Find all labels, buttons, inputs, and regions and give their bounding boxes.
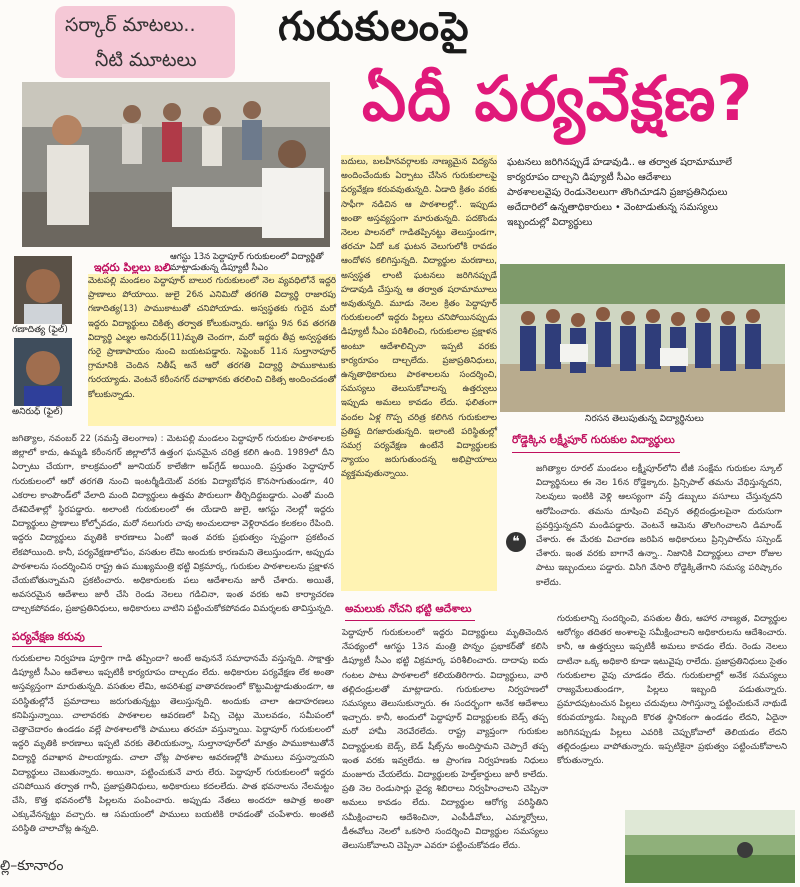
protest-photo bbox=[500, 264, 785, 412]
right-bottom-text: గురుకులాన్ని సందర్శించి, వసతుల తీరు, ఆహార నాణ్యత, విద్యార్థుల ఆరోగ్యం తదితర అంశాలపై సమీక్షించాలని అధికారులను ఆదేశించారు. కానీ, ఆ ఉత్తర్వులు ఇప్పటికీ అమలు కావడం లేదు. రెండు నెలలు దాటినా ఒక్క అధికారి కూడా ఇటువైపు రాలేదు. ప్రజాప్రతినిధులు సైతం గురుకులాల వైపు చూడడం లేదు. గురుకులాల్లో అనేక సమస్యలు రాజ్యమేలుతుండగా, పిల్లలు ఇబ్బంది పడుతున్నారు. ప్రమాదపుటంచున పిల్లలు చదువులు సాగిస్తున్నా పట్టించుకునే నాథుడే కరువయ్యాడు. సిబ్బంది కొరత స్థానికంగా ఉండడం లేదని, ఏదైనా జరిగినప్పుడు పిల్లలు ఎవరికి చెప్పుకోవాలో తెలియడం లేదని తల్లిదండ్రులు వాపోతున్నారు. ఇప్పటికైనా ప్రభుత్వం పట్టించుకోవాలని కోరుతున్నారు. bbox=[557, 614, 790, 767]
main-photo bbox=[22, 82, 330, 247]
monitor-section-text: గురుకులాల నిర్వహణ పూర్తిగా గాడి తప్పిందా? అంటే అవుననే సమాధానమే వస్తున్నది. సాక్షాత్తు డిప్యూటీ సీఎం ఆదేశాలు ఇప్పటికీ కార్యరూపం దాల్చడం లేదు. అధికారుల పర్యవేక్షణ లేక అంతా అస్తవ్యస్తంగా మారుతున్నది. వసతుల లేమి, అపరిశుభ్ర వాతావరణంలో కొట్టుమిట్టాడుతుండగా, ఆ పరిస్థితుల్లోనే ప్రమాదాలు జరుగుతున్నట్టు తెలుస్తున్నది. అందుకు చాలా ఉదాహరణలు కనిపిస్తున్నాయి. చాలావరకు పాఠశాలల ఆవరణలో పిచ్చి చెట్లు మొలవడం, సమీపంలో చెత్తాచెదారం ఉండడం వల్లే పాఠశాలలోకి పాములు తరచూ వస్తున్నాయి. పెద్దాపూర్ గురుకులంలో ఇద్దరి మృతికి కారణాలు ఇప్పటి వరకు తెలియకున్నా, సుల్తానాపూర్‌లో మాత్రం పాముకాటుతోనే విద్యార్థి దవాఖాన పాలయ్యాడు. చాలా చోట్ల పాఠశాల ఆవరణల్లోకి పాములు వస్తున్నాయని విద్యార్థులు చెబుతున్నారు. అయినా, పట్టించుకునే వారు లేరు. పెద్దాపూర్ గురుకులంలో ఇద్దరు చనిపోయిన తర్వాత గానీ, ప్రజాప్రతినిధులు, అధికారులు కదలలేదు. పాత భవనాలను నేలమట్టం చేసి, కొత్త భవనంలోకి పిల్లలను పంపించారు. అప్పుడు నేతలు అందరూ ఆపాత్ర అంతా ఎక్కువేనన్నట్టు వచ్చారు. ఆ సమయంలో పాములు బయటికి రావడంతో చంపేశారు. అంతటి పరిస్థితి చాలాచోట్ల ఉన్నది. bbox=[12, 654, 337, 835]
roadside-section-title: రోడ్డెక్కిన లక్ష్మీపూర్ గురుకుల విద్యార్థులు bbox=[512, 434, 675, 446]
student-photo-2 bbox=[14, 338, 72, 406]
tagline-box bbox=[55, 6, 235, 78]
promises-section-title: అమలుకు నోచని భట్టి ఆదేశాలు bbox=[345, 603, 472, 615]
footer-dateline: ల్లి–కూనారం bbox=[0, 858, 64, 874]
headline-line2: ఏదీ పర్యవేక్షణ? bbox=[362, 62, 754, 135]
roadside-title-underline bbox=[512, 452, 680, 453]
highlight-line-3: పాఠశాలలవైపు రెండునెలలుగా తొంగిచూడని ప్రజాప్రతినిధులు bbox=[507, 187, 728, 198]
orphan-section-title: ఇద్దరు పిల్లలు బలి bbox=[94, 261, 171, 274]
protest-photo-caption: నిరసన తెలుపుతున్న విద్యార్థినులు bbox=[585, 414, 704, 424]
headline-line1: గురుకులంపై bbox=[278, 4, 470, 50]
promises-title-underline bbox=[345, 620, 475, 621]
monitor-section-title: పర్యవేక్షణ కరువు bbox=[12, 630, 85, 643]
promises-section-text: పెద్దాపూర్ గురుకులంలో ఇద్దరు విద్యార్థులు మృతిచెందిన నేపథ్యంలో ఆగస్టు 13న మంత్రి పొన్నం ప్రభాకర్‌తో కలిసి డిప్యూటీ సీఎం భట్టి విక్రమార్క పరిశీలించారు. దాదాపు ఐదు గంటల పాటు పాఠశాలలో కలియతిరిగారు. విద్యార్థులు, వారి తల్లిదండ్రులతో మాట్లాడారు. గురుకులాల నిర్వహణలో సమస్యలు తెలుసుకున్నారు. ఈ సందర్భంగా అనేక ఆదేశాలు ఇచ్చారు. కానీ, అందులో పెద్దాపూర్ విద్యార్థులకు బెడ్స్ తప్ప మరో హామీ నెరవేరలేదు. రాష్ట్ర వ్యాప్తంగా గురుకుల విద్యార్థులకు బెడ్స్, బెడ్ షీట్స్‌ను అందిస్తామని చెప్పారే తప్ప ఇంత వరకు ఇవ్వలేదు. ఆ ప్రాంగణ నిర్వహణకు నిధులు మంజూరు చేయలేదు. విద్యార్థులకు హెల్త్‌కార్డులు జారీ కాలేదు. ప్రతి నెల రెండుసార్లు వైద్య శిబిరాలు నిర్వహించాలని చెప్పినా అమలు కావడం లేదు. విద్యార్థుల ఆరోగ్య పరిస్థితిని సమీక్షించాలని ఆదేశించినా, ఎంపీడీవోలు, ఎమ్మార్వోలు, డీఈవోలు నెలలో ఒకసారి సందర్శించి విద్యార్థుల సమస్యలు తెలుసుకోవాలని చెప్పినా ఎవరూ పట్టించుకోవడం లేదు. bbox=[342, 628, 551, 852]
student-photo-1 bbox=[14, 256, 72, 324]
highlight-line-1: ఘటనలు జరిగినప్పుడే హడావుడి.. ఆ తర్వాత షరామామూలే bbox=[507, 157, 732, 168]
roadside-section-text: జగిత్యాల రూరల్ మండలం లక్ష్మీపూర్‌లోని టీజీ సంక్షేమ గురుకుల స్కూల్ విద్యార్థినులు ఈ నెల 16న రోడ్డెక్కారు. ప్రిన్సిపాల్ తమను వేధిస్తున్నదని, సెలవులు ఇంటికి వెళ్లి ఆలస్యంగా వస్తే డబ్బులు వసూలు చేస్తున్నదని ఆరోపించారు. తమను దూషించి వచ్చిన తల్లిదండ్రులపైనా దురుసుగా ప్రవర్తిస్తున్నదని మండిపడ్డారు. వెంటనే ఆమెను తొలగించాలని డిమాండ్ చేశారు. ఈ మేరకు విచారణ జరిపిన అధికారులు ప్రిన్సిపాల్‌ను సస్పెండ్ చేశారు. ఇంత వరకు బాగానే ఉన్నా.. నిజానికి విద్యార్థులు చాలా రోజుల పాటు ఇబ్బందులు పడ్డారు. విసిగి వేసారి రోడ్డెక్కితేగాని సమస్య పరిష్కారం కాలేదు. bbox=[536, 464, 785, 588]
student-photo-2-caption: అనిరుధ్ (ఫైల్) bbox=[12, 407, 63, 417]
quote-icon: ❝ bbox=[506, 532, 526, 552]
tagline-line1: సర్కార్ మాటలు.. bbox=[65, 14, 196, 36]
highlights-box bbox=[507, 155, 787, 230]
main-article-text: జగిత్యాల, నవంబర్ 22 (నమస్తే తెలంగాణ) : మెటపల్లి మండలం పెద్దాపూర్ గురుకుల పాఠశాలకు జిల్లాలో కాదు, ఉమ్మడి కరీంనగర్ జిల్లాలోనే ఉత్తంగ ఘనమైన చరిత్ర కలిగి ఉంది. 1989లో దీని ఏర్పాటు చేయగా, కాలక్రమంలో జూనియర్ కాలేజీగా అప్‌గ్రేడ్ అయింది. ప్రస్తుతం పెద్దాపూర్ గురుకులంలో ఆరో తరగతి నుంచి ఇంటర్మీడియెట్ వరకు విద్యాబోధన కొనసాగుతుండగా, 40 ఎకరాల కాంపౌండ్‌లో వేలాది మంది విద్యార్థులు ఉత్తమ పౌరులుగా తీర్చిదిద్దబడ్డారు. ఎంతో మంది దేశవిదేశాల్లో స్థిరపడ్డారు. అలాంటి గురుకులంలో ఈ యేడాది జులై, ఆగస్టు నెలల్లో ఇద్దరు విద్యార్థులు ప్రాణాలు కోల్పోవడం, మరో నలుగురు చావు అంచులదాకా వెళ్లిరావడం కలకలం రేపింది. ఇద్దరు విద్యార్థులు మృతికి కారణాలు ఏంటో ఇంత వరకు ప్రభుత్వం స్పష్టంగా ప్రకటించ లేకపోయింది. కానీ, పర్యవేక్షణాలోపం, వసతుల లేమి అందుకు కారణమని తెలుస్తుండగా, అప్పుడు పాఠశాలను సందర్శించిన రాష్ట్ర ఉప ముఖ్యమంత్రి భట్టి విక్రమార్క, గురుకుల పాఠశాలలను ప్రక్షాళన చేయబోతున్నామని ప్రకటించారు. అధికారులకు పలు ఆదేశాలను జారీ చేశారు. అయితే, అవసరమైన ఆదేశాలు జారీ చేసి రెండు నెలలు గడిచినా, ఇంత వరకు అవి కార్యాచరణ దాల్చకపోవడం, ప్రజాప్రతినిధులు, అధికారులు వాటిని పట్టించుకోకపోవడం విమర్శలకు తావిస్తున్నది. bbox=[12, 434, 337, 615]
highlight-line-5: ఇబ్బందుల్లో విద్యార్థులు bbox=[507, 217, 593, 228]
highlight-line-2: కార్యరూపం దాల్చని డిప్యూటీ సీఎం ఆదేశాలు bbox=[507, 172, 672, 183]
field-photo bbox=[625, 810, 795, 883]
orphan-section-text: మెటపల్లి మండలం పెద్దాపూర్ బాలుర గురుకులంలో నెల వ్యవధిలోనే ఇద్దరి ప్రాణాలు పోయాయి. జులై 26న ఎనిమిదో తరగతి విద్యార్థి రాజారపు గణాదిత్య(13) పాముకాటుతో చనిపోయాడు. అస్వస్థతకు గురైన మరో ఇద్దరు విద్యార్థులు చికిత్స తర్వాత కోలుకున్నారు. ఆగస్టు 9న 6వ తరగతి విద్యార్థి ఎల్మల అనిరుధ్(11)మృతి చెందగా, మరో ఇద్దరు తీవ్ర అస్వస్థతకు గురై ప్రాణాపాయం నుంచి బయటపడ్డారు. సెప్టెంబర్ 11న సుల్తానాపూర్ గ్రామానికి చెందిన నితీష్ అనే ఆరో తరగతి విద్యార్థి పాముకాటుకు గురయ్యాడు. వెంటనే కరీంనగర్ దవాఖానకు తరలించి చికిత్స అందించడంతో కోలుకున్నాడు. bbox=[88, 274, 336, 426]
monitor-title-underline bbox=[12, 646, 102, 647]
student-photo-1-caption: గణాదిత్య (ఫైల్) bbox=[12, 325, 68, 335]
middle-column-text: బదులు, బలహీనవర్గాలకు నాణ్యమైన విద్యను అందించేందుకు ఏర్పాటు చేసిన గురుకులాలపై పర్యవేక్షణ కరువవుతున్నది. ఏడాది క్రితం వరకు సాఫీగా నడిచిన ఆ పాఠశాలల్లో.. ఇప్పుడు అంతా అస్తవ్యస్తంగా మారుతున్నది. పదకొండు నెలల పాలనలో గాడితప్పినట్టు తెలుస్తుండగా, తరచూ ఏదో ఒక ఘటన వెలుగులోకి రావడం ఆందోళన కలిగిస్తున్నది. విద్యార్థుల మరణాలు, అస్వస్థత లాంటి ఘటనలు జరిగినప్పుడే హడావుడి చేస్తున్న ఆ తర్వాత షరామామూలు అవుతున్నది. మూడు నెలల క్రితం పెద్దాపూర్ గురుకులంలో ఇద్దరు పిల్లలు చనిపోయినప్పుడు డిప్యూటీ సీఎం పరిశీలించి, గురుకులాల ప్రక్షాళన అంటూ ఆదేశాలిచ్చినా ఇప్పటి వరకు కార్యరూపం దాల్చలేదు. ప్రజాప్రతినిధులు, ఉన్నతాధికారులు పాఠశాలలను సందర్శించి, సమస్యలు తెలుసుకోవాలన్న ఉత్తర్వులు ఇప్పుడు అమలు కావడం లేదు. ఫలితంగా వందల ఏళ్ల గొప్ప చరిత్ర కలిగిన గురుకులాల ప్రతిష్ట దిగజారుతున్నది. ఇలాంటి పరిస్థితుల్లో సమగ్ర పర్యవేక్షణ ఉంటేనే విద్యార్థులకు న్యాయం జరుగుతుందన్న అభిప్రాయాలు వ్యక్తమవుతున్నాయి. bbox=[341, 155, 497, 591]
main-photo-caption: ఆగస్టు 13న పెద్దాపూర్ గురుకులంలో విద్యార్థితో మాట్లాడుతున్న డిప్యూటీ సీఎం bbox=[170, 252, 324, 273]
highlight-line-4: అదేదారిలో ఉన్నతాధికారులు • వెంటాడుతున్న సమస్యలు bbox=[507, 202, 718, 213]
tagline-line2: నీటి మూటలు bbox=[95, 49, 197, 71]
